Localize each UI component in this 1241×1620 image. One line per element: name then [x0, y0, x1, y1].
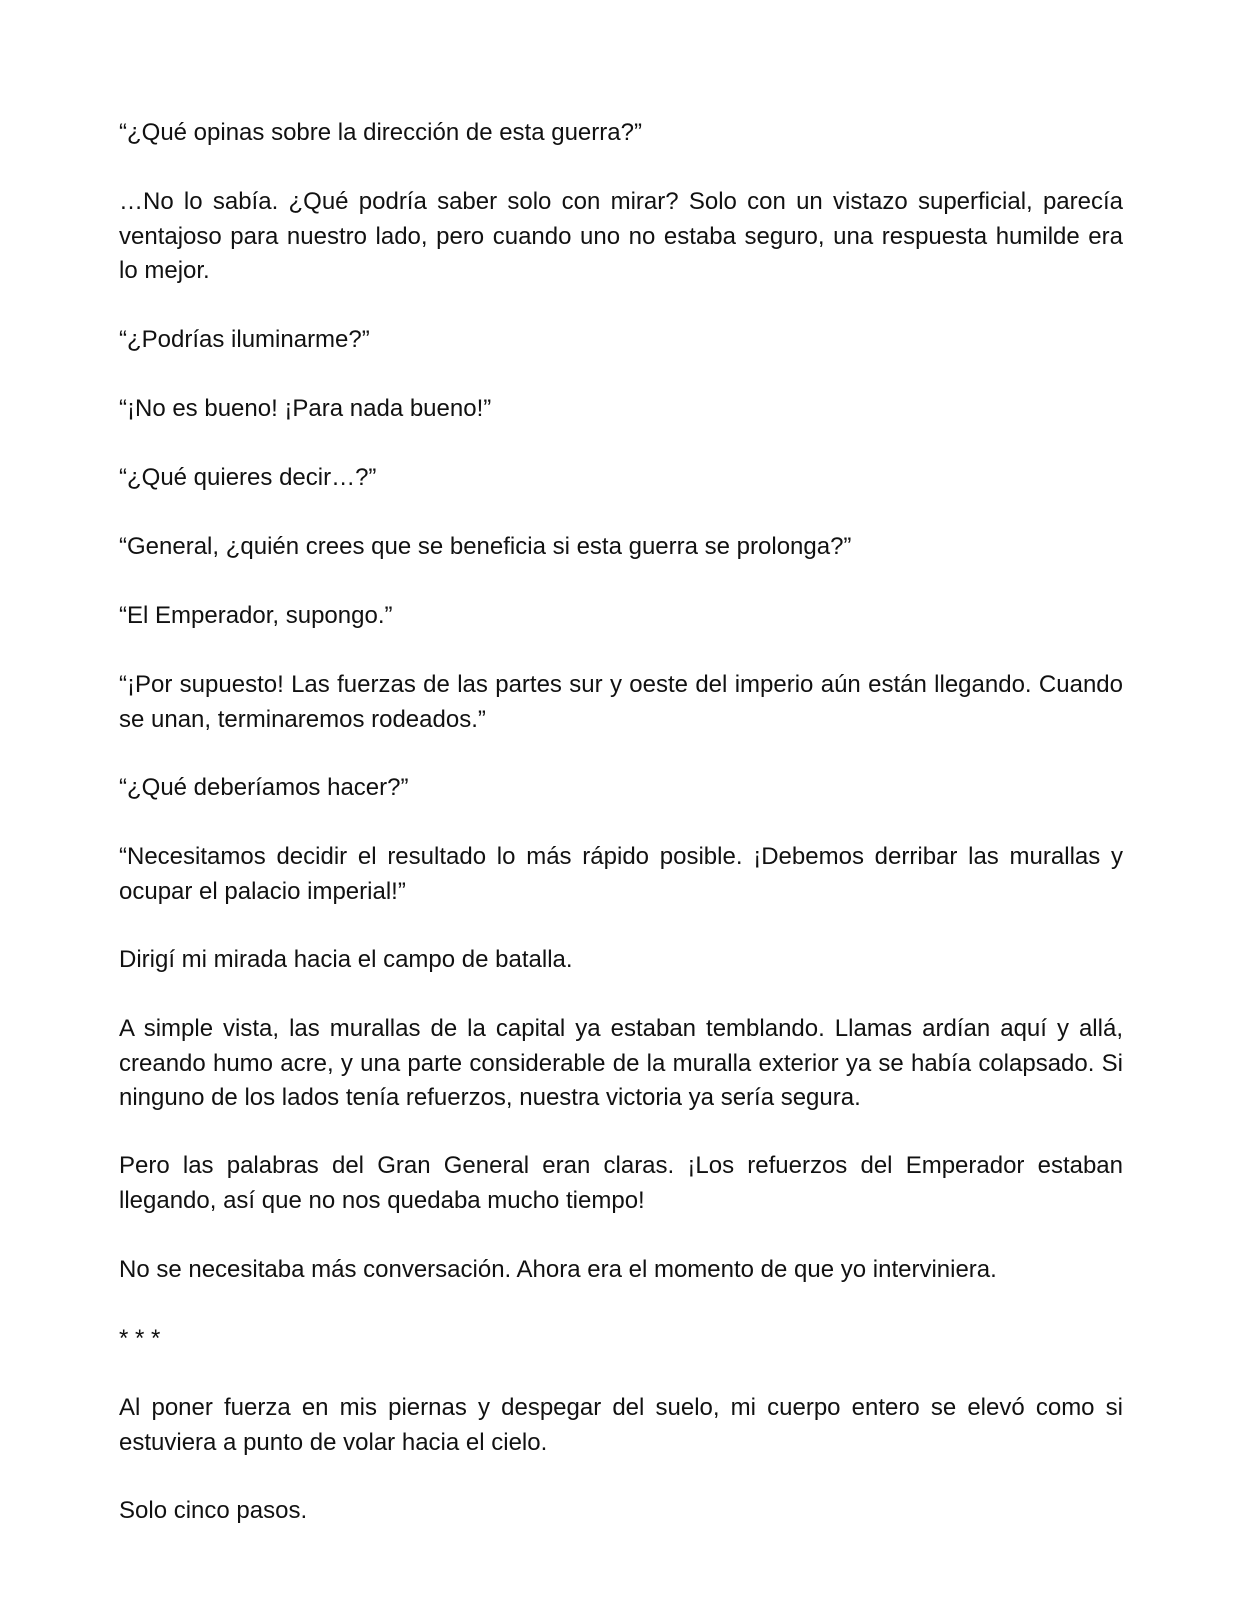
paragraph: “¿Qué quieres decir…?”: [119, 464, 377, 491]
paragraph: Solo cinco pasos.: [119, 1497, 308, 1524]
paragraph: “¿Qué deberíamos hacer?”: [119, 774, 409, 801]
paragraph: Pero las palabras del Gran General eran claras. ¡Los refuerzos del Emperador estaban llegando, así que no nos quedaba mucho tiempo!: [119, 1152, 1123, 1214]
paragraph: Al poner fuerza en mis piernas y despegar del suelo, mi cuerpo entero se elevó como si estuviera a punto de volar hacia el cielo.: [119, 1394, 1123, 1456]
paragraph: “¿Podrías iluminarme?”: [119, 326, 370, 353]
paragraph: “Necesitamos decidir el resultado lo más rápido posible. ¡Debemos derribar las murallas y ocupar el palacio imperial!”: [119, 843, 1123, 905]
paragraph: No se necesitaba más conversación. Ahora era el momento de que yo interviniera.: [119, 1256, 997, 1283]
paragraph: “¡Por supuesto! Las fuerzas de las partes sur y oeste del imperio aún están llegando. Cuando se unan, terminaremos rodeados.”: [119, 671, 1123, 733]
paragraph: “¿Qué opinas sobre la dirección de esta guerra?”: [119, 119, 642, 146]
paragraph: Dirigí mi mirada hacia el campo de batalla.: [119, 946, 573, 973]
paragraph: “El Emperador, supongo.”: [119, 602, 393, 629]
scene-break: * * *: [119, 1325, 161, 1352]
paragraph: …No lo sabía. ¿Qué podría saber solo con mirar? Solo con un vistazo superficial, parecía ventajoso para nuestro lado, pero cuando uno no estaba seguro, una respuesta humilde era lo mejor.: [119, 188, 1123, 284]
paragraph: “General, ¿quién crees que se beneficia si esta guerra se prolonga?”: [119, 533, 852, 560]
paragraph: A simple vista, las murallas de la capital ya estaban temblando. Llamas ardían aquí y allá, creando humo acre, y una parte considerable de la muralla exterior ya se había colapsado. Si ninguno de los lados tenía refuerzos, nuestra victoria ya sería segura.: [119, 1015, 1123, 1111]
paragraph: “¡No es bueno! ¡Para nada bueno!”: [119, 395, 492, 422]
